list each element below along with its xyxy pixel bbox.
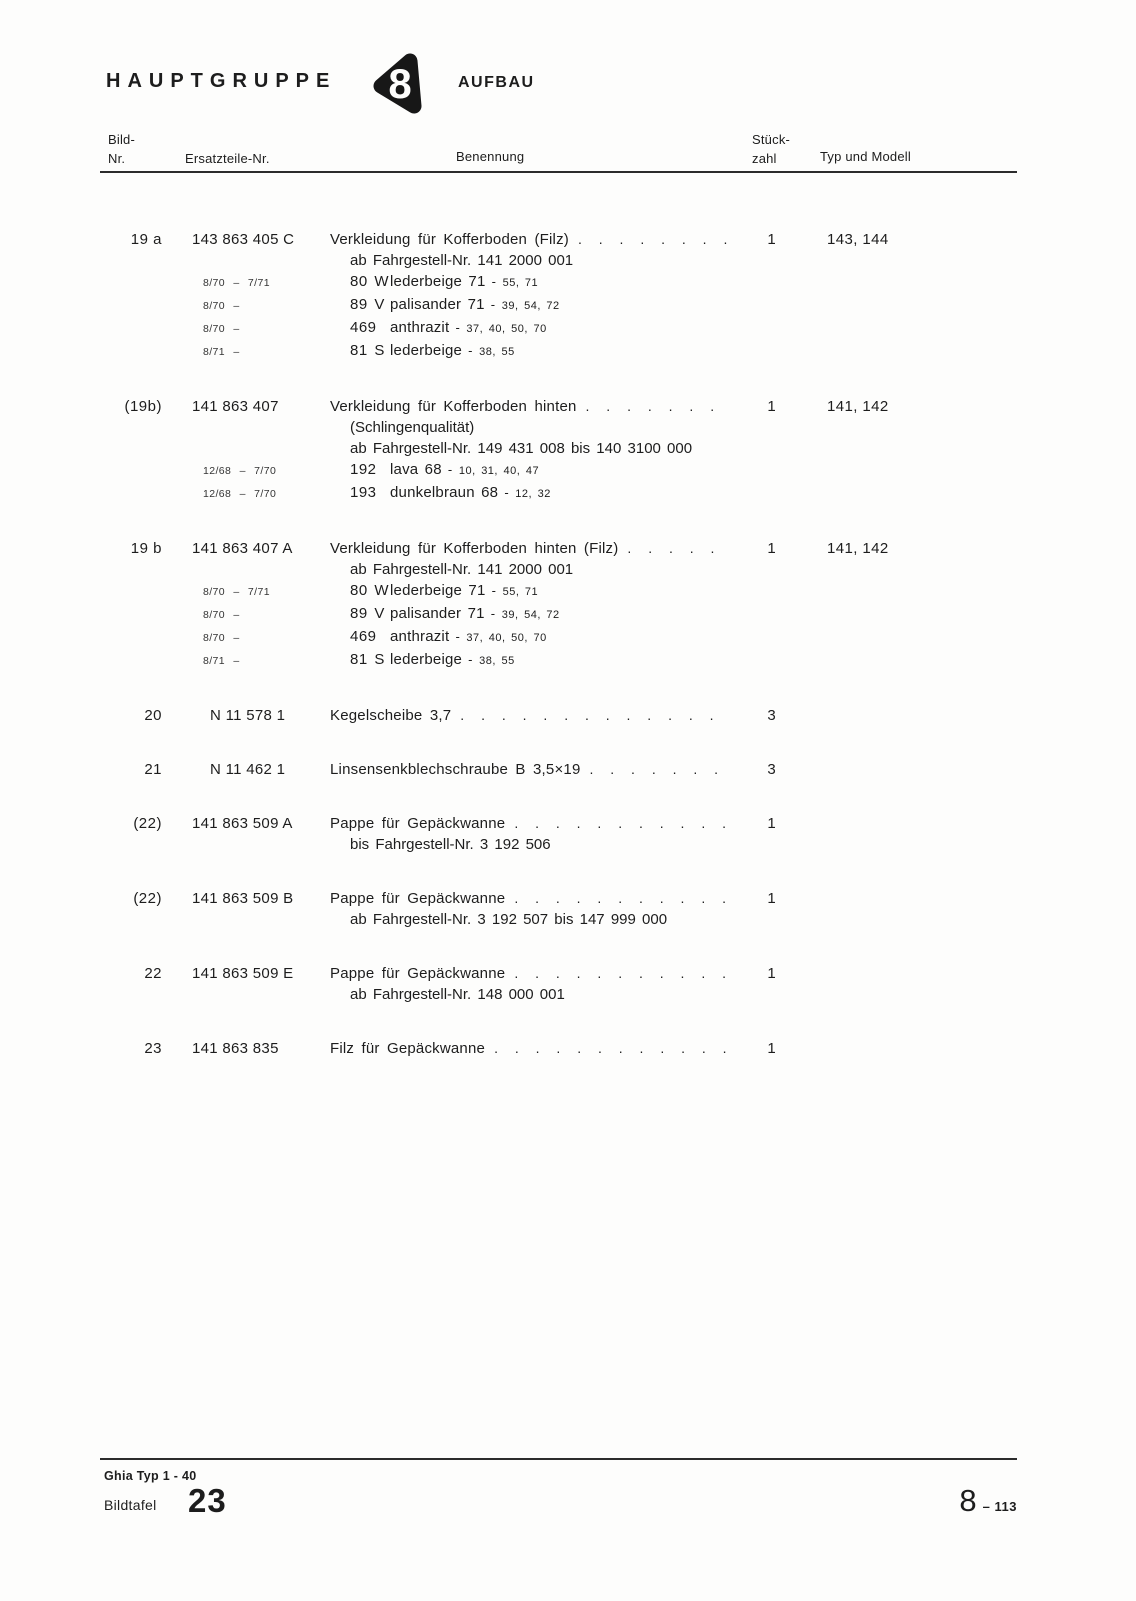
- column-header-benennung: Benennung: [456, 149, 525, 164]
- footer-plate-label: Bildtafel: [104, 1497, 157, 1513]
- color-variant-row: [100, 603, 940, 626]
- entry-main-row: [100, 963, 940, 984]
- part-description: Linsensenkblechschraube B 3,5×19: [330, 761, 581, 778]
- entry-main-row: [100, 229, 940, 250]
- bild-nr: (22): [133, 815, 162, 832]
- column-header-bild-nr: [108, 130, 135, 168]
- quantity: 1: [767, 540, 776, 557]
- entry-sub-row: [100, 834, 940, 855]
- entry-main-row: [100, 888, 940, 909]
- column-header-bild-line2: Nr.: [108, 151, 126, 166]
- entry-main-row: [100, 759, 940, 780]
- entry-sub-row: [100, 984, 940, 1005]
- entry-sub-row: [100, 909, 940, 930]
- seat-codes: - 10, 31, 40, 47: [442, 465, 539, 477]
- color-variant-row: [100, 459, 940, 482]
- dot-leader: [460, 705, 730, 726]
- bild-nr: (22): [133, 890, 162, 907]
- parts-entry: [100, 963, 940, 1005]
- color-code: 81 S: [350, 651, 385, 668]
- parts-entry: [100, 705, 940, 726]
- color-code: 193: [350, 484, 377, 501]
- part-description: Pappe für Gepäckwanne: [330, 890, 506, 907]
- part-number: 141 863 509 B: [192, 890, 294, 907]
- dot-leader: [590, 759, 731, 780]
- entry-main-row: [100, 538, 940, 559]
- footer-page-reference: [959, 1483, 1017, 1519]
- parts-entry: [100, 888, 940, 930]
- dot-leader: [514, 813, 730, 834]
- color-name: lederbeige: [390, 342, 463, 359]
- date-range: 12/68 – 7/70: [203, 488, 277, 500]
- color-name: anthrazit: [390, 319, 450, 336]
- part-description: Pappe für Gepäckwanne: [330, 965, 506, 982]
- part-number: N 11 462 1: [210, 761, 286, 778]
- quantity: 1: [767, 890, 776, 907]
- color-code: 89 V: [350, 605, 385, 622]
- bild-nr: 19 a: [130, 231, 162, 248]
- color-name: palisander 71: [390, 605, 485, 622]
- seat-codes: - 37, 40, 50, 70: [449, 323, 546, 335]
- color-name: palisander 71: [390, 296, 485, 313]
- quantity: 1: [767, 398, 776, 415]
- part-number: 143 863 405 C: [192, 231, 295, 248]
- part-number: 141 863 835: [192, 1040, 279, 1057]
- part-number: 141 863 407: [192, 398, 279, 415]
- badge-number: 8: [388, 60, 412, 107]
- date-range: 8/70 –: [203, 323, 240, 335]
- column-header-ersatzteile-nr: Ersatzteile-Nr.: [185, 151, 270, 166]
- date-range: 8/71 –: [203, 346, 240, 358]
- dot-leader: [494, 1038, 730, 1059]
- seat-codes: - 39, 54, 72: [485, 300, 560, 312]
- quantity: 1: [767, 815, 776, 832]
- seat-codes: - 39, 54, 72: [485, 609, 560, 621]
- dot-leader: [514, 888, 730, 909]
- bild-nr: 22: [144, 965, 162, 982]
- header-divider-line: [100, 171, 1017, 173]
- color-variant-row: [100, 649, 940, 672]
- color-variant-row: [100, 580, 940, 603]
- part-number: 141 863 509 A: [192, 815, 293, 832]
- part-description: Verkleidung für Kofferboden hinten (Filz): [330, 540, 619, 557]
- part-number: 141 863 509 E: [192, 965, 294, 982]
- color-name: lederbeige 71: [390, 273, 486, 290]
- dot-leader: [578, 229, 730, 250]
- chassis-note: ab Fahrgestell-Nr. 141 2000 001: [350, 252, 574, 269]
- bild-nr: 21: [144, 761, 162, 778]
- group-8-badge-icon: [369, 49, 423, 119]
- seat-codes: - 38, 55: [462, 655, 515, 667]
- entry-sub-row: [100, 559, 940, 580]
- color-variant-row: [100, 294, 940, 317]
- footer-page-group: 8: [959, 1483, 977, 1518]
- column-header-stueckzahl: [752, 130, 790, 168]
- footer-divider-line: [100, 1458, 1017, 1460]
- color-name: lava 68: [390, 461, 442, 478]
- entry-sub-row: [100, 250, 940, 271]
- seat-codes: - 38, 55: [462, 346, 515, 358]
- quantity: 3: [767, 761, 776, 778]
- dot-leader: [586, 396, 730, 417]
- color-name: lederbeige: [390, 651, 463, 668]
- part-number: N 11 578 1: [210, 707, 286, 724]
- parts-table: [100, 229, 940, 1092]
- entry-main-row: [100, 396, 940, 417]
- entry-sub-row: [100, 417, 940, 438]
- chassis-note: ab Fahrgestell-Nr. 3 192 507 bis 147 999 000: [350, 911, 668, 928]
- quality-note: (Schlingenqualität): [350, 419, 475, 436]
- color-variant-row: [100, 271, 940, 294]
- dot-leader: [627, 538, 730, 559]
- chassis-note: ab Fahrgestell-Nr. 149 431 008 bis 140 3100 000: [350, 440, 693, 457]
- part-description: Pappe für Gepäckwanne: [330, 815, 506, 832]
- color-code: 80 W: [350, 273, 390, 290]
- section-title: AUFBAU: [458, 74, 535, 91]
- color-name: anthrazit: [390, 628, 450, 645]
- seat-codes: - 37, 40, 50, 70: [449, 632, 546, 644]
- color-code: 192: [350, 461, 377, 478]
- date-range: 8/70 – 7/71: [203, 586, 270, 598]
- part-description: Verkleidung für Kofferboden hinten: [330, 398, 577, 415]
- date-range: 12/68 – 7/70: [203, 465, 277, 477]
- main-group-label: HAUPTGRUPPE: [106, 70, 337, 92]
- quantity: 1: [767, 231, 776, 248]
- color-code: 81 S: [350, 342, 385, 359]
- entry-main-row: [100, 813, 940, 834]
- date-range: 8/70 – 7/71: [203, 277, 270, 289]
- parts-entry: [100, 396, 940, 505]
- color-code: 469: [350, 628, 377, 645]
- column-header-typ-und-modell: Typ und Modell: [820, 149, 911, 164]
- column-header-qty-line2: zahl: [752, 151, 777, 166]
- color-variant-row: [100, 317, 940, 340]
- footer-model-series: Ghia Typ 1 - 40: [104, 1469, 197, 1483]
- color-variant-row: [100, 626, 940, 649]
- chassis-note: bis Fahrgestell-Nr. 3 192 506: [350, 836, 551, 853]
- entry-main-row: [100, 705, 940, 726]
- type-models: 141, 142: [827, 398, 889, 415]
- parts-entry: [100, 229, 940, 363]
- bild-nr: 20: [144, 707, 162, 724]
- quantity: 3: [767, 707, 776, 724]
- parts-entry: [100, 538, 940, 672]
- type-models: 141, 142: [827, 540, 889, 557]
- date-range: 8/70 –: [203, 300, 240, 312]
- color-code: 89 V: [350, 296, 385, 313]
- parts-entry: [100, 813, 940, 855]
- date-range: 8/70 –: [203, 609, 240, 621]
- type-models: 143, 144: [827, 231, 889, 248]
- footer-plate-number: 23: [188, 1482, 227, 1519]
- chassis-note: ab Fahrgestell-Nr. 148 000 001: [350, 986, 565, 1003]
- part-number: 141 863 407 A: [192, 540, 293, 557]
- color-variant-row: [100, 482, 940, 505]
- bild-nr: (19b): [124, 398, 162, 415]
- color-variant-row: [100, 340, 940, 363]
- quantity: 1: [767, 965, 776, 982]
- date-range: 8/70 –: [203, 632, 240, 644]
- part-description: Filz für Gepäckwanne: [330, 1040, 486, 1057]
- chassis-note: ab Fahrgestell-Nr. 141 2000 001: [350, 561, 574, 578]
- color-name: lederbeige 71: [390, 582, 486, 599]
- column-header-bild-line1: Bild-: [108, 132, 136, 147]
- quantity: 1: [767, 1040, 776, 1057]
- bild-nr: 19 b: [130, 540, 162, 557]
- entry-sub-row: [100, 438, 940, 459]
- column-header-qty-line1: Stück-: [752, 132, 791, 147]
- parts-entry: [100, 759, 940, 780]
- parts-entry: [100, 1038, 940, 1059]
- part-description: Kegelscheibe 3,7: [330, 707, 452, 724]
- footer-page-number: – 113: [982, 1499, 1017, 1514]
- color-code: 80 W: [350, 582, 390, 599]
- seat-codes: - 55, 71: [486, 586, 539, 598]
- color-code: 469: [350, 319, 377, 336]
- part-description: Verkleidung für Kofferboden (Filz): [330, 231, 569, 248]
- date-range: 8/71 –: [203, 655, 240, 667]
- dot-leader: [514, 963, 730, 984]
- seat-codes: - 55, 71: [486, 277, 539, 289]
- entry-main-row: [100, 1038, 940, 1059]
- color-name: dunkelbraun 68: [390, 484, 499, 501]
- seat-codes: - 12, 32: [498, 488, 551, 500]
- bild-nr: 23: [144, 1040, 162, 1057]
